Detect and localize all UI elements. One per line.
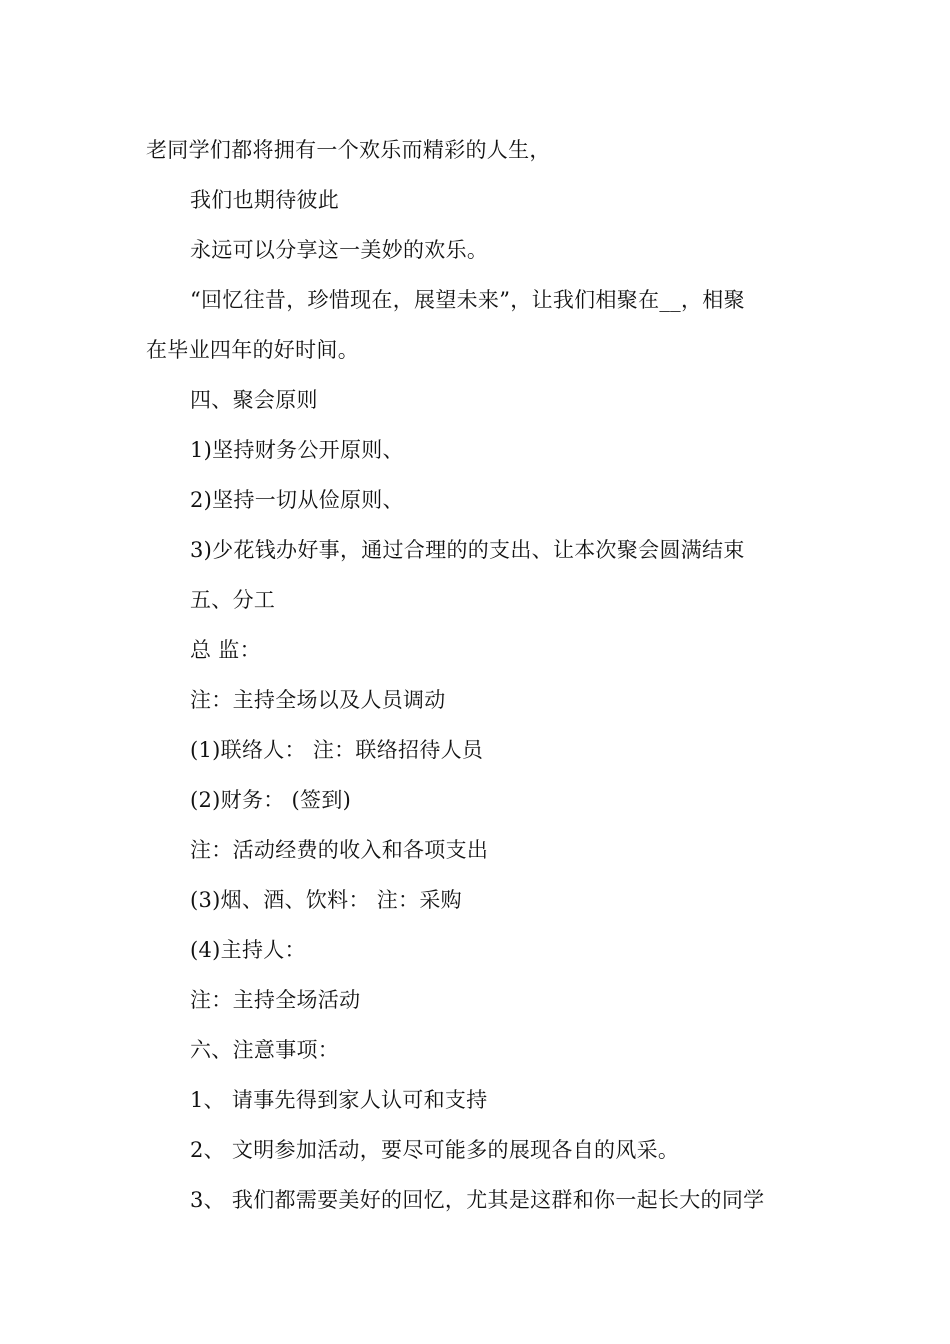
section-heading-notes: 六、注意事项： <box>190 1038 340 1062</box>
principle-item-1: 1)坚持财务公开原则、 <box>190 438 404 462</box>
role-contact: (1)联络人： 注：联络招待人员 <box>190 738 484 762</box>
role-finance: (2)财务： (签到) <box>190 788 352 812</box>
principle-item-2: 2)坚持一切从俭原则、 <box>190 488 404 512</box>
role-host: (4)主持人： <box>190 938 306 962</box>
principle-item-3: 3)少花钱办好事，通过合理的的支出、让本次聚会圆满结束 <box>190 538 745 562</box>
role-finance-note: 注：活动经费的收入和各项支出 <box>190 838 489 862</box>
section-heading-principles: 四、聚会原则 <box>190 388 318 412</box>
paragraph-line-1: 老同学们都将拥有一个欢乐而精彩的人生， <box>146 138 551 162</box>
role-director: 总 监： <box>190 638 261 662</box>
paragraph-line-5: 在毕业四年的好时间。 <box>146 338 359 362</box>
paragraph-line-4: “回忆往昔，珍惜现在，展望未来”，让我们相聚在__，相聚 <box>190 288 745 312</box>
note-item-3: 3、 我们都需要美好的回忆，尤其是这群和你一起长大的同学 <box>190 1188 765 1212</box>
paragraph-line-3: 永远可以分享这一美妙的欢乐。 <box>190 238 489 262</box>
role-supplies: (3)烟、酒、饮料： 注：采购 <box>190 888 462 912</box>
note-item-2: 2、 文明参加活动，要尽可能多的展现各自的风采。 <box>190 1138 680 1162</box>
role-host-note: 注：主持全场活动 <box>190 988 361 1012</box>
role-director-note: 注：主持全场以及人员调动 <box>190 688 446 712</box>
section-heading-division: 五、分工 <box>190 588 276 612</box>
paragraph-line-2: 我们也期待彼此 <box>190 188 340 212</box>
note-item-1: 1、 请事先得到家人认可和支持 <box>190 1088 488 1112</box>
